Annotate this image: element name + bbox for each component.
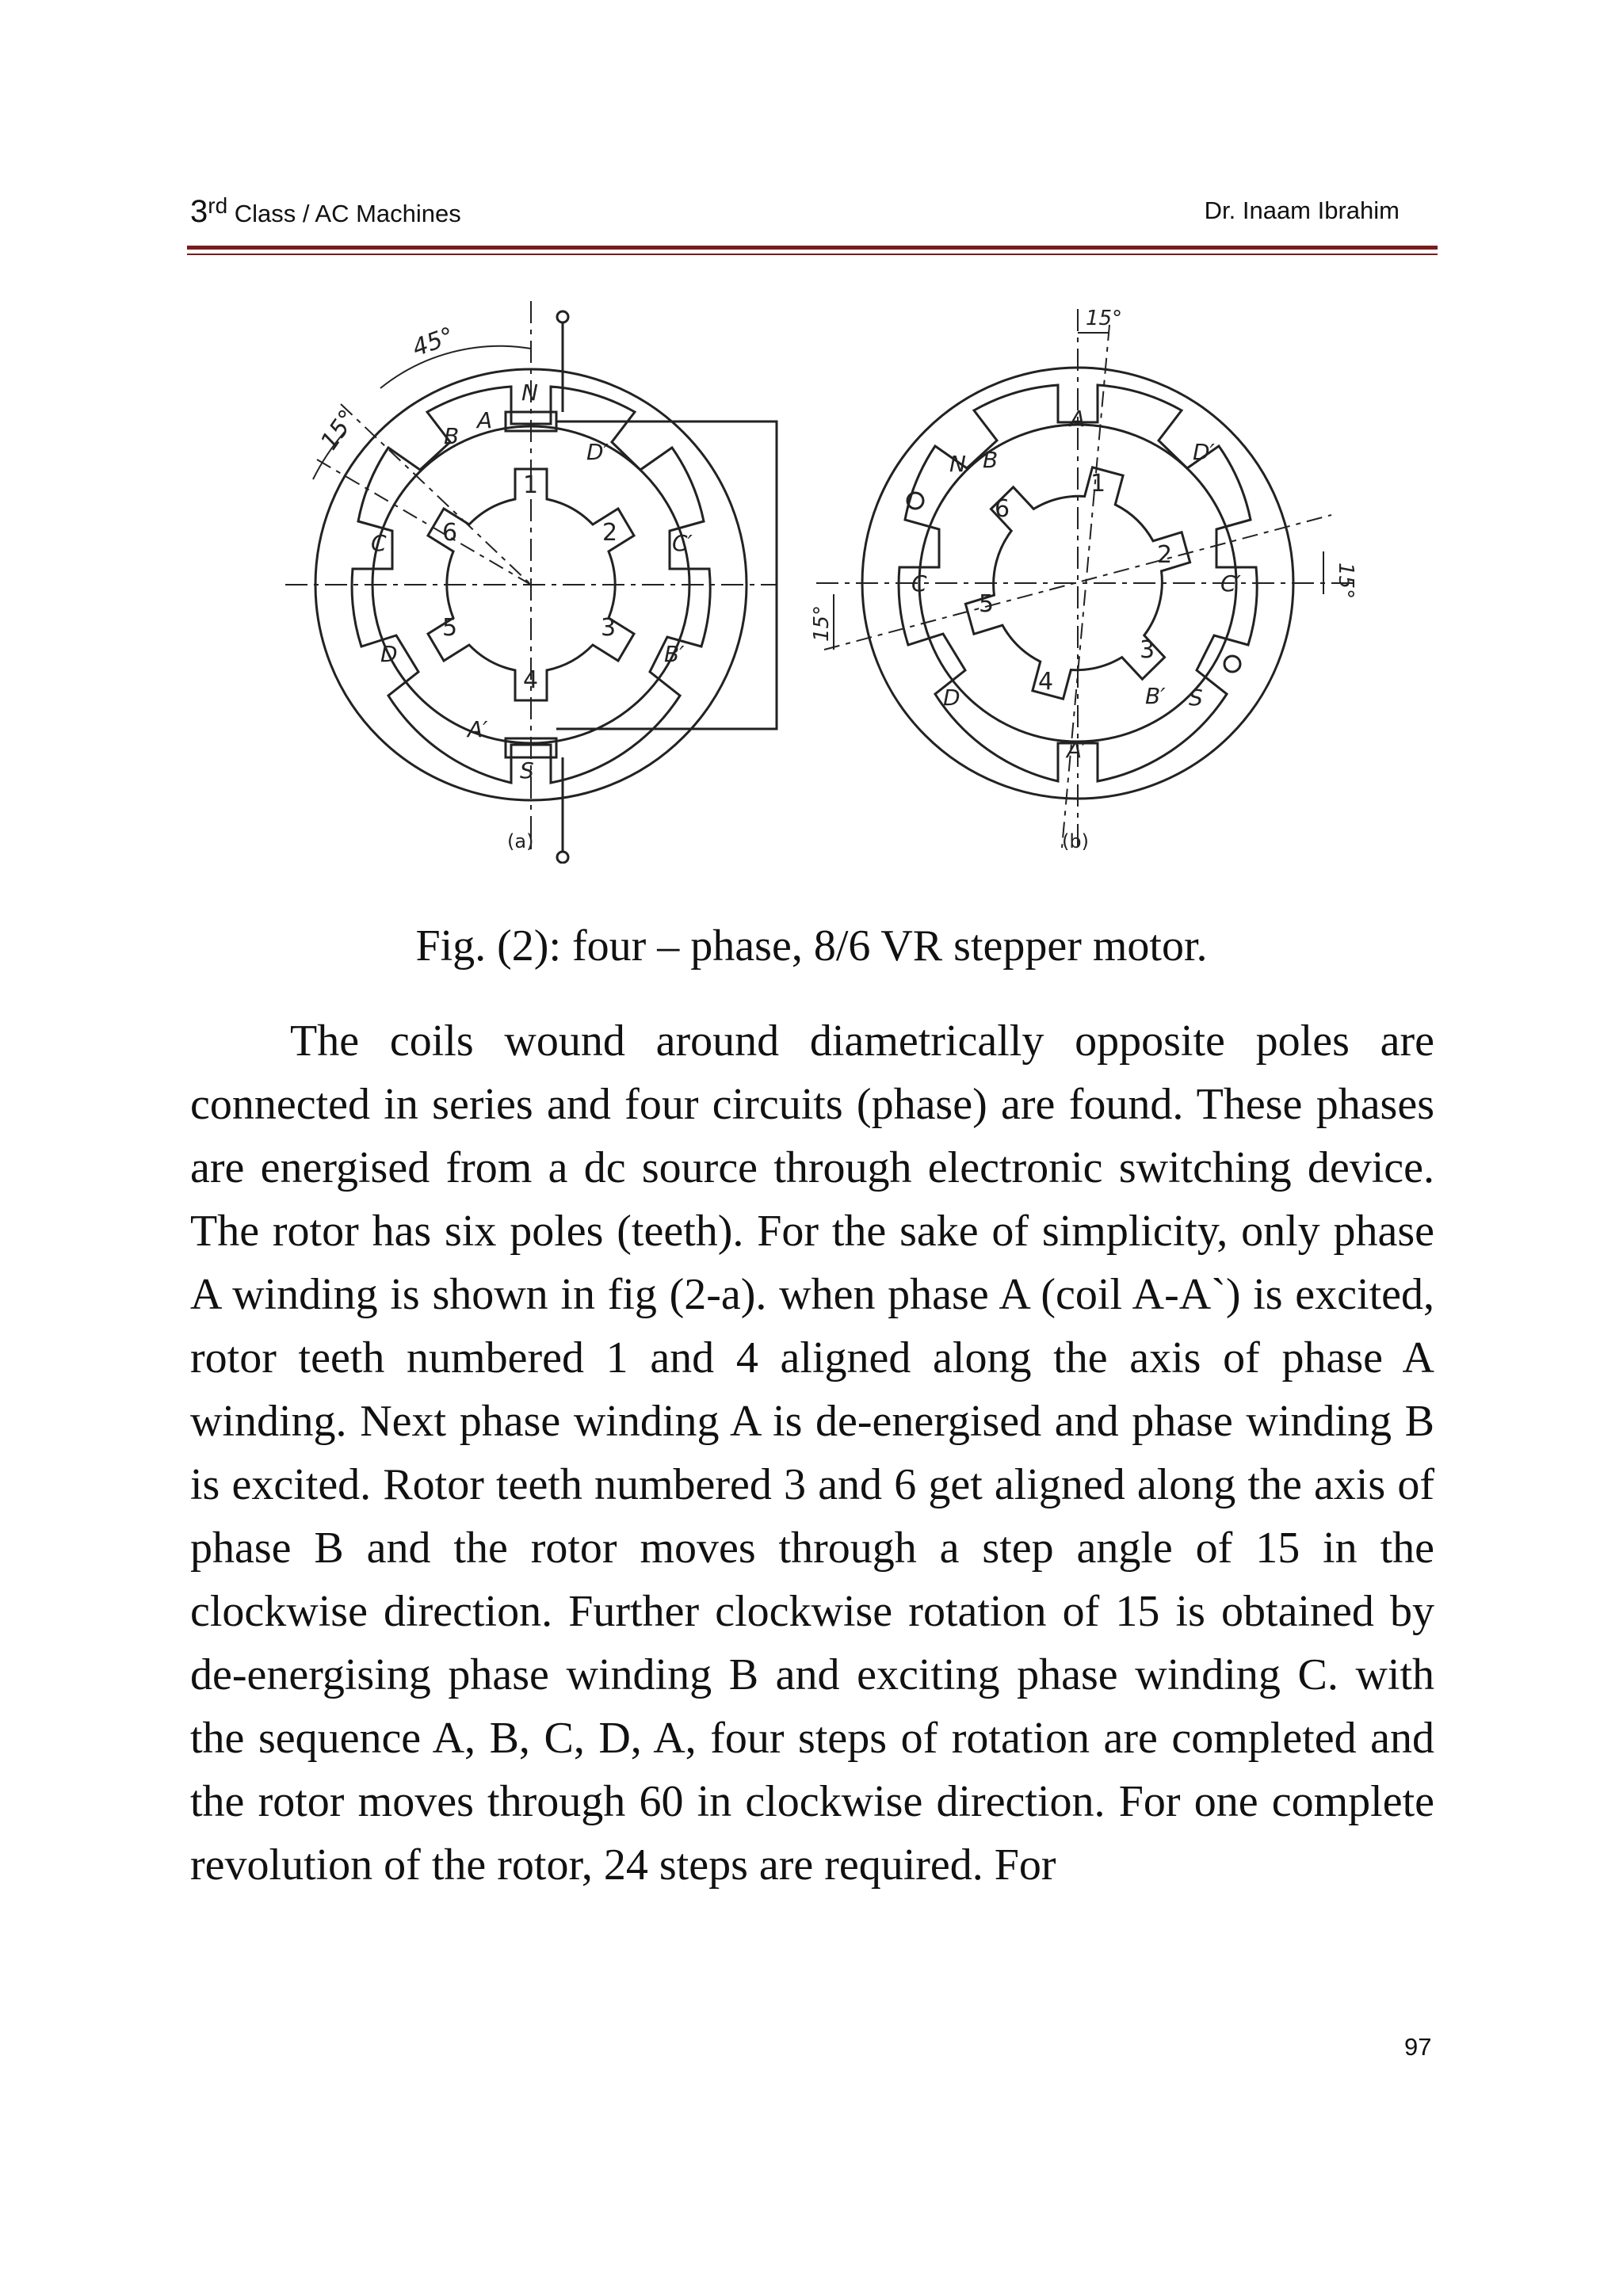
stator-label-d-b: D xyxy=(943,685,960,711)
rotor-label-2-a: 2 xyxy=(602,519,618,547)
rotor-label-5-a: 5 xyxy=(442,614,458,642)
diagram-b xyxy=(816,309,1355,848)
stator-label-dprime-b: D′ xyxy=(1193,439,1215,465)
step-angle-label-a: 15° xyxy=(315,404,363,456)
stator-label-cprime-a: C′ xyxy=(672,530,693,556)
stator-label-bprime-b: B′ xyxy=(1145,683,1166,709)
stator-label-c-a: C xyxy=(371,530,387,556)
rotor-label-4-b: 4 xyxy=(1038,668,1054,696)
stator-label-s-b: S xyxy=(1189,685,1203,711)
stator-label-cprime-b: C′ xyxy=(1220,570,1241,597)
figure-caption: Fig. (2): four – phase, 8/6 VR stepper motor. xyxy=(415,921,1208,971)
right-angle-label-b: 15° xyxy=(1334,563,1358,600)
stator-label-aprime-b: A′ xyxy=(1067,737,1087,763)
sublabel-b: (b) xyxy=(1062,830,1089,852)
rotor-label-3-a: 3 xyxy=(601,614,617,642)
header-rule-thick xyxy=(187,246,1438,250)
stator-label-n-a: N xyxy=(521,379,538,406)
page-number: 97 xyxy=(1404,2033,1432,2061)
stator-label-aprime-a: A′ xyxy=(468,716,488,742)
body-paragraph: The coils wound around diametrically opposite poles are connected in series and four circuits (phase) are found. These phases are energised from a dc source through electronic switching device. The rotor has six poles (teeth). For the sake of simplicity, only phase A winding is shown in fig (2-a). when phase A (coil A-A`) is excited, rotor teeth numbered 1 and 4 aligned along the axis of phase A winding. Next phase winding A is de-energised and phase winding B is excited. Rotor teeth numbered 3 and 6 get aligned along the axis of phase B and the rotor moves through a step angle of 15 in the clockwise direction. Further clockwise rotation of 15 is obtained by de-energising phase winding B and exciting phase winding C. with the sequence A, B, C, D, A, four steps of rotation are completed and the rotor moves through 60 in clockwise direction. For one complete revolution of the rotor, 24 steps are required. For xyxy=(190,1016,1434,1890)
rotor-label-1-a: 1 xyxy=(523,471,539,499)
sublabel-a: (a) xyxy=(507,830,534,852)
rotor-label-1-b: 1 xyxy=(1090,470,1106,498)
header-rule-thin xyxy=(187,254,1438,255)
stator-label-b-a: B xyxy=(444,423,460,449)
stator-label-n-b: N xyxy=(949,451,966,477)
stator-label-s-a: S xyxy=(520,757,534,784)
stator-label-a-a: A xyxy=(477,407,493,433)
stator-label-d-a: D xyxy=(380,641,398,667)
rotor-label-5-b: 5 xyxy=(979,590,995,618)
rotor-label-6-b: 6 xyxy=(995,495,1010,523)
rotor-label-2-b: 2 xyxy=(1157,541,1173,569)
stator-label-dprime-a: D′ xyxy=(586,439,609,465)
stator-label-bprime-a: B′ xyxy=(664,641,685,667)
rotor-label-4-a: 4 xyxy=(523,666,539,694)
header-author: Dr. Inaam Ibrahim xyxy=(1204,196,1400,224)
stepper-motor-figure xyxy=(269,293,1379,864)
top-angle-label-b: 15° xyxy=(1086,307,1123,330)
stepper-motor-diagrams xyxy=(269,293,1379,864)
stator-label-b-b: B xyxy=(983,447,999,473)
header-course-title: 3rd Class / AC Machines xyxy=(190,193,461,229)
pitch-angle-label-a: 45° xyxy=(408,322,458,363)
left-angle-label-b: 15° xyxy=(810,605,834,642)
stator-label-c-b: C xyxy=(911,570,927,597)
rotor-label-3-b: 3 xyxy=(1140,636,1155,664)
rotor-label-6-a: 6 xyxy=(442,519,458,547)
stator-label-a-b: A xyxy=(1070,406,1086,432)
